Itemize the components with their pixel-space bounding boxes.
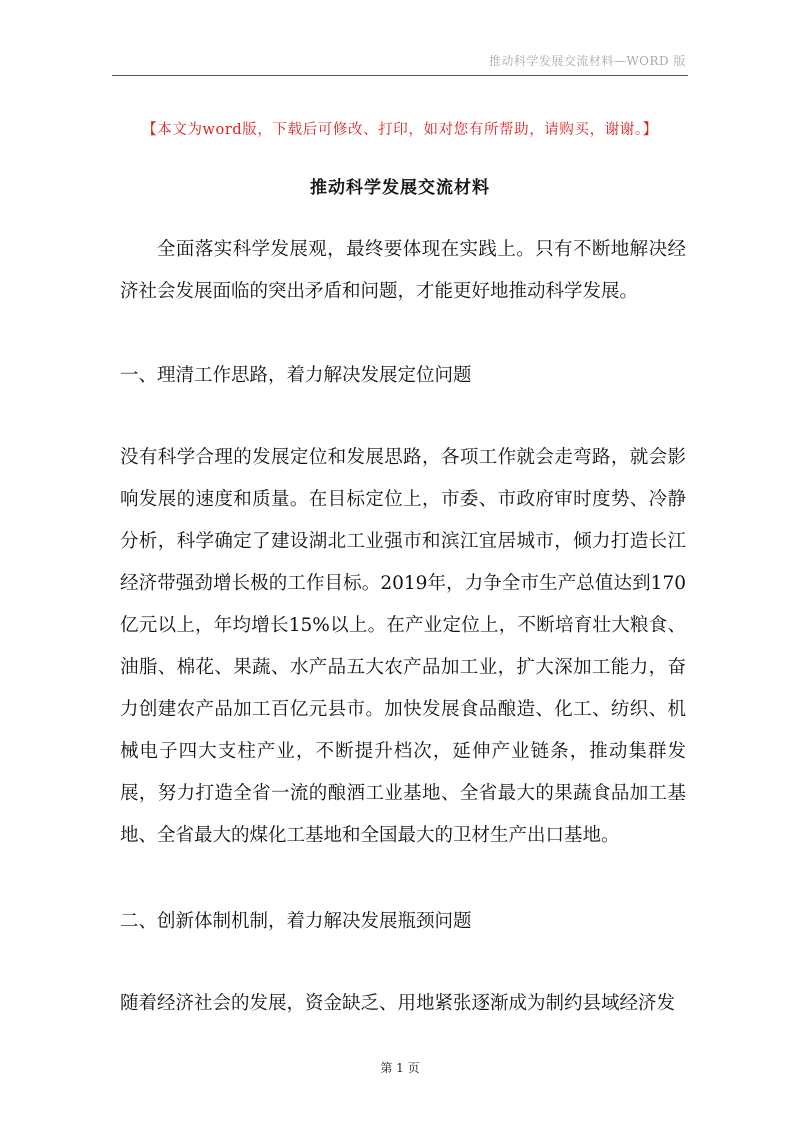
- purchase-notice: 【本文为word版，下载后可修改、打印，如对您有所帮助，请购买，谢谢。】: [142, 122, 658, 138]
- section-1-heading: 一、理清工作思路，着力解决发展定位问题: [120, 365, 472, 386]
- document-title: 推动科学发展交流材料: [310, 178, 490, 198]
- page-number: 第 1 页: [380, 1061, 420, 1075]
- section-1-paragraph: 没有科学合理的发展定位和发展思路，各项工作就会走弯路，就会影响发展的速度和质量。在目标定位上，市委、市政府审时度势、冷静分析，科学确定了建设湖北工业强市和滨江宜居城市，倾力打造长江经济带强劲增长极的工作目标。2019年，力争全市生产总值达到170亿元以上，年均增长15%以上。在产业定位上，不断培育壮大粮食、油脂、棉花、果蔬、水产品五大农产品加工业，扩大深加工能力，奋力创建农产品加工百亿元县市。加快发展食品酿造、化工、纺织、机械电子四大支柱产业，不断提升档次，延伸产业链条，推动集群发展，努力打造全省一流的酿酒工业基地、全省最大的果蔬食品加工基地、全省最大的煤化工基地和全国最大的卫材生产出口基地。: [120, 447, 686, 846]
- running-header: 推动科学发展交流材料—WORD 版: [488, 54, 686, 68]
- section-2-paragraph: 随着经济社会的发展，资金缺乏、用地紧张逐渐成为制约县域经济发: [120, 993, 676, 1014]
- header-divider: [112, 75, 688, 76]
- intro-paragraph: 全面落实科学发展观，最终要体现在实践上。只有不断地解决经济社会发展面临的突出矛盾和问题，才能更好地推动科学发展。: [120, 239, 686, 302]
- section-2-heading: 二、创新体制机制，着力解决发展瓶颈问题: [120, 911, 472, 932]
